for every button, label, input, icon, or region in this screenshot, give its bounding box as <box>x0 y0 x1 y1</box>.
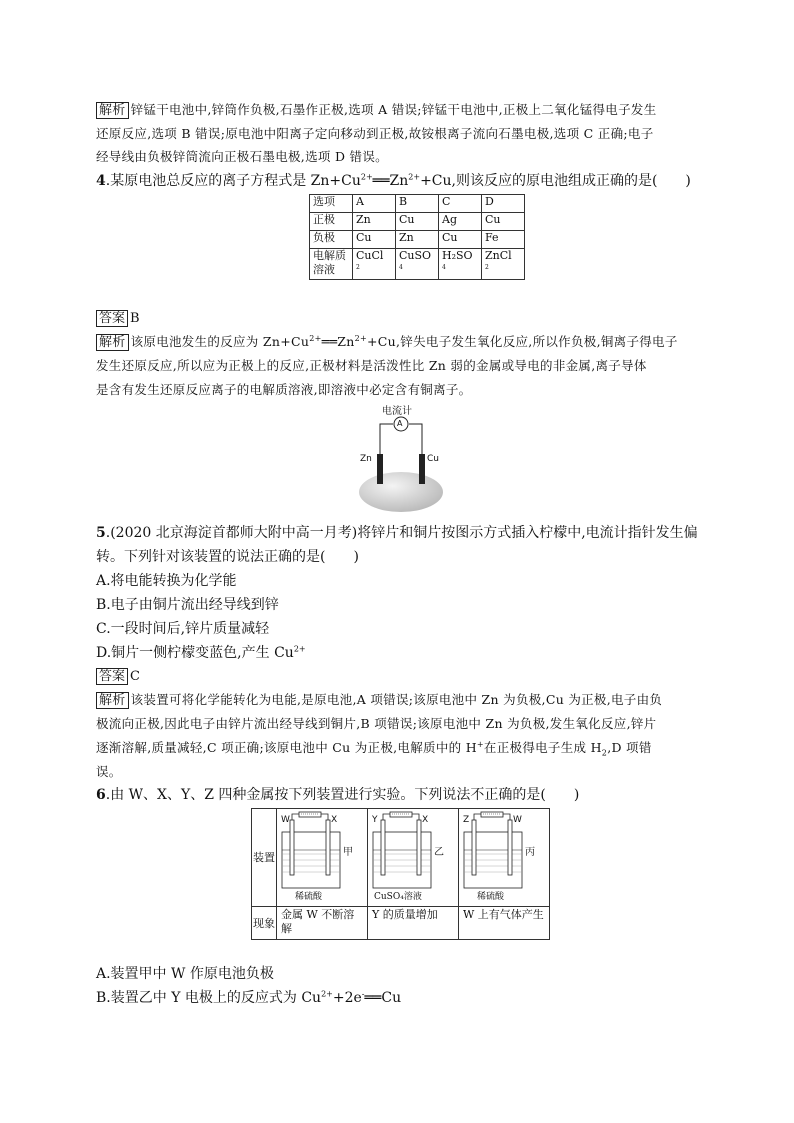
analysis-tag: 解析 <box>96 102 129 119</box>
q6-option-b: B.装置乙中 Y 电极上的反应式为 $Cu^{2+}+2e^-══Cu$ <box>96 989 402 1006</box>
q5-option-a: A.将电能转换为化学能 <box>96 573 237 589</box>
q4-analysis-line1: 解析 该原电池发生的反应为 $Zn+Cu^{2+}══Zn^{2+}+Cu$,锌失电子发生氧化反应,所以作负极,铜离子得电子 <box>96 334 706 351</box>
phenomenon-jia: 金属 W 不断溶解 <box>277 907 368 940</box>
zn-label: Zn <box>360 454 372 464</box>
q5-answer: 答案 C <box>96 668 706 685</box>
q4-stem: 4.某原电池总反应的离子方程式是 $Zn+Cu^{2+}══Zn^{2+}+Cu$,则该反应的原电池组成正确的是( ) <box>96 172 691 189</box>
q5-option-b: B.电子由铜片流出经导线到锌 <box>96 597 279 613</box>
q5-stem-line1: 5.(2020 北京海淀首都师大附中高一月考)将锌片和铜片按图示方式插入柠檬中,电流计指针发生偏 <box>96 525 698 541</box>
answer-tag: 答案 <box>96 668 128 685</box>
q5-analysis-line2: 极流向正极,因此电子由锌片流出经导线到铜片,B 项错误;该原电池中 Zn 为负极,发生氧化反应,锌片 <box>96 716 657 731</box>
q6-stem: 6.由 W、X、Y、Z 四种金属按下列装置进行实验。下列说法不正确的是( ) <box>96 787 580 803</box>
q6-option-a: A.装置甲中 W 作原电池负极 <box>96 966 274 982</box>
ammeter-label: 电流计 <box>382 406 412 417</box>
q5-option-c: C.一段时间后,锌片质量减轻 <box>96 621 270 637</box>
q4-options-table: 选项 A B C D 正极 Zn Cu Ag Cu 负极 Cu Zn Cu Fe 电解质 溶液 CuCl 2 CuSO 4 H₂SO 4 ZnCl 2 <box>309 194 525 280</box>
lemon-shape <box>359 472 443 512</box>
q5-option-d: D.铜片一侧柠檬变蓝色,产生 $Cu^{2+}$ <box>96 644 306 661</box>
electrolyte-head: 电解质 溶液 <box>310 249 353 280</box>
cell-bing: Z W 丙 稀硫酸 <box>459 809 550 907</box>
q3-analysis-line2: 还原反应,选项 B 错误;原电池中阳离子定向移动到正极,故铵根离子流向石墨电极,选项 C 正确;电子 <box>96 126 654 141</box>
analysis-tag: 解析 <box>96 334 129 351</box>
cell-yi: Y X 乙 CuSO₄溶液 <box>368 809 459 907</box>
q6-experiment-table <box>251 808 550 940</box>
q5-analysis-line1: 解析 该装置可将化学能转化为电能,是原电池,A 项错误;该原电池中 Zn 为负极,Cu 为正极,电子由负 <box>96 692 706 709</box>
ammeter-symbol: A <box>397 419 403 428</box>
cu-label: Cu <box>427 454 439 464</box>
cell-jia: W X 甲 稀硫酸 <box>277 809 368 907</box>
device-row-head: 装置 <box>252 809 277 907</box>
lemon-battery-figure <box>356 402 446 512</box>
q5-stem-line2: 转。下列针对该装置的说法正确的是( ) <box>96 549 359 565</box>
cu-electrode <box>419 454 425 484</box>
q4-analysis-line2: 发生还原反应,所以应为正极上的反应,正极材料是活泼性比 Zn 弱的金属或导电的非金属,离子导体 <box>96 358 647 373</box>
q5-analysis-line4: 误。 <box>96 764 122 779</box>
phenomenon-bing: W 上有气体产生 <box>459 907 550 940</box>
q5-analysis-line3: 逐渐溶解,质量减轻,C 项正确;该原电池中 Cu 为正极,电解质中的 H+在正极得电子生成 $H_2,D$ 项错 <box>96 739 652 758</box>
q3-analysis-line3: 经导线由负极锌筒流向正极石墨电极,选项 D 错误。 <box>96 149 388 164</box>
q3-analysis-line1: 解析 锌锰干电池中,锌筒作负极,石墨作正极,选项 A 错误;锌锰干电池中,正极上二氧化锰得电子发生 <box>96 102 706 119</box>
q4-analysis-line3: 是含有发生还原反应离子的电解质溶液,即溶液中必定含有铜离子。 <box>96 382 472 397</box>
phenomenon-row-head: 现象 <box>252 907 277 940</box>
q4-answer: 答案 B <box>96 310 706 327</box>
answer-tag: 答案 <box>96 310 128 327</box>
analysis-tag: 解析 <box>96 692 129 709</box>
phenomenon-yi: Y 的质量增加 <box>368 907 459 940</box>
zn-electrode <box>377 454 383 484</box>
